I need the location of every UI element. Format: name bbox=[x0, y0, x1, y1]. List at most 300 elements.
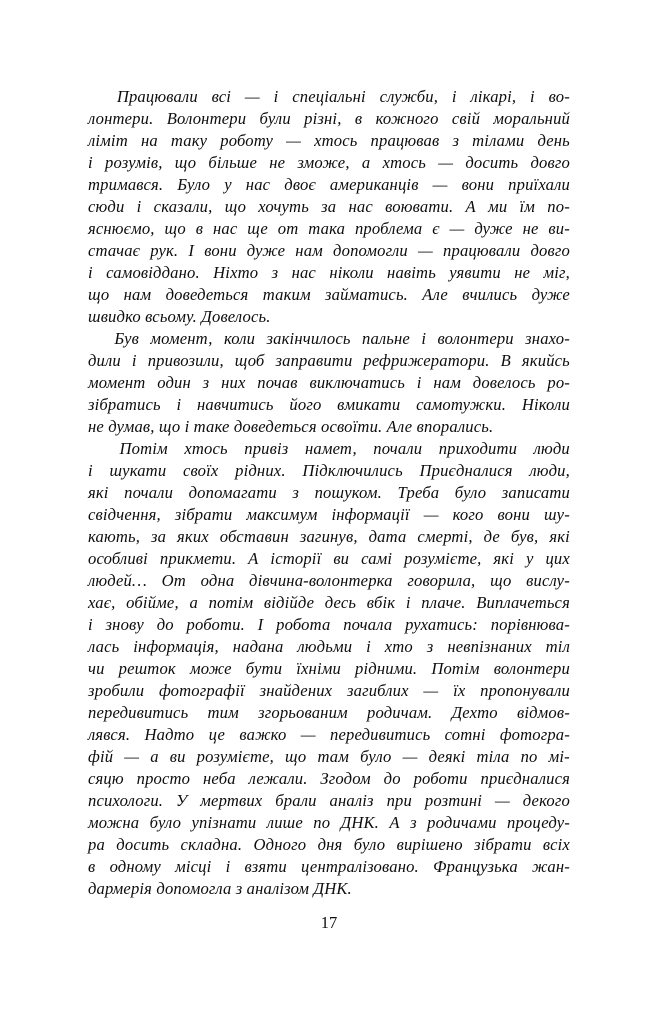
word: було bbox=[149, 813, 182, 832]
word: волонтери bbox=[493, 659, 570, 678]
word: Підключились bbox=[302, 461, 403, 480]
page-text-block bbox=[88, 86, 570, 900]
word: привіз bbox=[244, 439, 289, 458]
word: рідних. bbox=[235, 461, 286, 480]
word: цих bbox=[545, 549, 570, 568]
word: вони bbox=[461, 175, 495, 194]
text-line bbox=[88, 86, 570, 108]
word: роботи bbox=[413, 769, 468, 788]
word: пропонували bbox=[480, 681, 570, 700]
word: Працювали bbox=[116, 87, 198, 106]
word: А bbox=[248, 549, 259, 568]
word: різні, bbox=[304, 109, 342, 128]
word: зібрати bbox=[174, 505, 233, 524]
word: з bbox=[410, 813, 417, 832]
word: тілами bbox=[472, 131, 525, 150]
word: свій bbox=[451, 109, 481, 128]
word: нас bbox=[245, 175, 271, 194]
word: займатись. bbox=[325, 285, 408, 304]
word: стачає bbox=[88, 241, 141, 260]
word: досить bbox=[116, 835, 170, 854]
word: надана bbox=[232, 637, 284, 656]
word: по- bbox=[547, 197, 570, 216]
word: них bbox=[221, 373, 246, 392]
word: можна bbox=[88, 813, 140, 832]
word: в bbox=[88, 857, 96, 876]
word: своїх bbox=[182, 461, 219, 480]
word: Ніколи bbox=[521, 395, 570, 414]
word: мертвих bbox=[200, 791, 263, 810]
word: ДНК. bbox=[340, 813, 379, 832]
word: передивитись bbox=[330, 725, 431, 744]
word: по bbox=[520, 747, 538, 766]
word: нас bbox=[212, 219, 238, 238]
word: яких bbox=[177, 527, 209, 546]
word: Французька bbox=[433, 857, 518, 876]
word: приїхали bbox=[508, 175, 570, 194]
word: бути bbox=[245, 659, 283, 678]
word: ліміт bbox=[88, 131, 128, 150]
word: лась bbox=[88, 637, 120, 656]
word: і bbox=[416, 373, 422, 392]
word: американців bbox=[329, 175, 419, 194]
word: — bbox=[286, 131, 301, 150]
word: момент, bbox=[150, 329, 213, 348]
word: що bbox=[490, 571, 512, 590]
word: у bbox=[224, 175, 232, 194]
word: і bbox=[366, 637, 371, 656]
word: дівчина-волонтерка bbox=[249, 571, 393, 590]
word: декого bbox=[522, 791, 570, 810]
word: що bbox=[224, 197, 247, 216]
word: рухатись: bbox=[405, 615, 478, 634]
word: воювати. bbox=[385, 197, 454, 216]
word: людьми bbox=[297, 637, 353, 656]
word: А bbox=[465, 197, 476, 216]
word: виключатись bbox=[309, 373, 406, 392]
word: процеду- bbox=[507, 813, 570, 832]
word: нам bbox=[433, 373, 461, 392]
word: упізнати bbox=[191, 813, 257, 832]
word: всіх bbox=[542, 835, 570, 854]
word: нас bbox=[291, 263, 316, 282]
word: сказали, bbox=[153, 197, 213, 216]
word: дуже bbox=[531, 285, 570, 304]
word: лише bbox=[266, 813, 303, 832]
word: інформація, bbox=[133, 637, 219, 656]
word: які bbox=[493, 549, 514, 568]
word: — bbox=[423, 681, 439, 700]
word: лікарі, bbox=[470, 87, 517, 106]
word: смерті, bbox=[417, 527, 473, 546]
word: мі- bbox=[548, 747, 570, 766]
word: лежали. bbox=[248, 769, 308, 788]
word: а bbox=[150, 747, 159, 766]
word: ми bbox=[488, 197, 508, 216]
text-line bbox=[88, 746, 570, 768]
word: до bbox=[383, 769, 401, 788]
word: говорила, bbox=[407, 571, 476, 590]
word: працював bbox=[370, 131, 440, 150]
word: при bbox=[386, 791, 412, 810]
text-line bbox=[88, 108, 570, 130]
word: — bbox=[244, 87, 260, 106]
text-line bbox=[88, 350, 570, 372]
word: ви bbox=[333, 549, 350, 568]
text-line bbox=[88, 526, 570, 548]
word: невпізнаних bbox=[447, 637, 532, 656]
word: уявити bbox=[449, 263, 501, 282]
word: шу- bbox=[543, 505, 570, 524]
word: нам bbox=[295, 241, 323, 260]
word: до bbox=[156, 615, 174, 634]
word: — bbox=[423, 505, 439, 524]
word: Було bbox=[177, 175, 211, 194]
word: досить bbox=[465, 153, 519, 172]
word: одна bbox=[200, 571, 235, 590]
word: лявся. bbox=[88, 725, 131, 744]
word: фотогра- bbox=[499, 725, 570, 744]
word: приєдналися bbox=[480, 769, 570, 788]
word: кого bbox=[452, 505, 484, 524]
word: хає, bbox=[88, 593, 116, 612]
word: загиблих bbox=[346, 681, 409, 700]
word: брали bbox=[275, 791, 317, 810]
word: У bbox=[176, 791, 188, 810]
word: і bbox=[88, 153, 93, 172]
word: свідчення, bbox=[88, 505, 161, 524]
word: — bbox=[300, 725, 316, 744]
word: відмов- bbox=[516, 703, 570, 722]
word: максимум bbox=[246, 505, 318, 524]
word: Був bbox=[114, 329, 140, 348]
word: заправити bbox=[275, 351, 353, 370]
word: почали bbox=[124, 483, 174, 502]
word: з bbox=[271, 263, 279, 282]
word: сотні bbox=[444, 725, 486, 744]
word: нас bbox=[348, 197, 373, 216]
word: таку bbox=[170, 131, 208, 150]
word: яснюємо, bbox=[88, 219, 155, 238]
word: довелось bbox=[472, 373, 536, 392]
word: пошуком. bbox=[314, 483, 382, 502]
word: от bbox=[277, 219, 299, 238]
word: сюди bbox=[88, 197, 125, 216]
text-line bbox=[88, 152, 570, 174]
word: допомогли bbox=[333, 241, 408, 260]
word: В bbox=[500, 351, 511, 370]
text-line bbox=[88, 724, 570, 746]
word: тіла bbox=[476, 747, 510, 766]
word: решток bbox=[118, 659, 176, 678]
text-line bbox=[88, 504, 570, 526]
word: чи bbox=[88, 659, 105, 678]
word: записати bbox=[501, 483, 570, 502]
word: робота bbox=[276, 615, 331, 634]
word: тим bbox=[207, 703, 239, 722]
word: де bbox=[483, 527, 500, 546]
word: їхніми bbox=[296, 659, 341, 678]
text-line: дармерія допомогла з аналізом ДНК. bbox=[88, 879, 352, 898]
word: з bbox=[452, 131, 460, 150]
word: ніколи bbox=[329, 263, 374, 282]
text-line bbox=[88, 570, 570, 592]
text-line: швидко всьому. Довелось. bbox=[88, 307, 271, 326]
word: там bbox=[317, 747, 350, 766]
text-line bbox=[88, 394, 570, 416]
word: розтині bbox=[424, 791, 483, 810]
word: вирішено bbox=[396, 835, 463, 854]
word: Виплачеться bbox=[476, 593, 570, 612]
word: що bbox=[285, 747, 307, 766]
word: всі bbox=[211, 87, 232, 106]
word: щоб bbox=[234, 351, 265, 370]
word: приходити bbox=[438, 439, 518, 458]
word: їм bbox=[519, 197, 536, 216]
word: за bbox=[150, 527, 167, 546]
word: відійде bbox=[263, 593, 315, 612]
word: Потім bbox=[119, 439, 168, 458]
text-line bbox=[88, 636, 570, 658]
word: Ніхто bbox=[213, 263, 259, 282]
word: обійме, bbox=[126, 593, 179, 612]
word: в bbox=[354, 109, 363, 128]
word: передивитись bbox=[88, 703, 189, 722]
word: кожного bbox=[375, 109, 439, 128]
word: не bbox=[514, 263, 531, 282]
word: родичам. bbox=[367, 703, 433, 722]
word: — bbox=[449, 219, 465, 238]
word: Дехто bbox=[451, 703, 498, 722]
word: почали bbox=[373, 439, 423, 458]
word: були bbox=[259, 109, 291, 128]
word: привозили, bbox=[147, 351, 224, 370]
word: особливі bbox=[88, 549, 148, 568]
word: важко bbox=[239, 725, 287, 744]
word: є bbox=[432, 219, 440, 238]
text-line bbox=[88, 482, 570, 504]
word: намет, bbox=[304, 439, 357, 458]
word: тримався. bbox=[88, 175, 164, 194]
word: психологи. bbox=[88, 791, 164, 810]
word: почав bbox=[257, 373, 298, 392]
word: не bbox=[522, 219, 539, 238]
word: така bbox=[308, 219, 346, 238]
word: волонтери bbox=[437, 329, 514, 348]
word: От bbox=[161, 571, 186, 590]
word: Згодом bbox=[320, 769, 371, 788]
text-line bbox=[88, 372, 570, 394]
word: а bbox=[361, 153, 371, 172]
word: їх bbox=[453, 681, 466, 700]
word: зможе, bbox=[297, 153, 350, 172]
word: хто bbox=[384, 637, 413, 656]
paragraph-indent bbox=[88, 438, 103, 460]
word: і bbox=[131, 351, 137, 370]
word: Одного bbox=[253, 835, 307, 854]
word: що bbox=[164, 219, 186, 238]
word: з bbox=[202, 373, 210, 392]
word: обставин bbox=[219, 527, 289, 546]
paragraph bbox=[88, 86, 570, 328]
word: людей… bbox=[88, 571, 147, 590]
word: знахо- bbox=[525, 329, 570, 348]
word: які bbox=[88, 483, 109, 502]
word: самовіддано. bbox=[106, 263, 200, 282]
word: — bbox=[438, 153, 454, 172]
word: ро- bbox=[547, 373, 570, 392]
word: самі bbox=[361, 549, 393, 568]
word: одному bbox=[109, 857, 161, 876]
text-line bbox=[88, 438, 570, 460]
text-line bbox=[88, 284, 570, 306]
word: які bbox=[549, 527, 570, 546]
text-line bbox=[88, 812, 570, 834]
word: а bbox=[189, 593, 198, 612]
word: аналіз bbox=[329, 791, 374, 810]
word: пальне bbox=[361, 329, 410, 348]
text-line bbox=[88, 680, 570, 702]
word: з bbox=[292, 483, 300, 502]
word: момент bbox=[88, 373, 146, 392]
word: що bbox=[88, 285, 110, 304]
word: хочуть bbox=[258, 197, 309, 216]
word: тіл bbox=[545, 637, 570, 656]
word: знайдених bbox=[259, 681, 333, 700]
word: плаче. bbox=[421, 593, 466, 612]
word: розумієте, bbox=[196, 747, 274, 766]
word: це bbox=[208, 725, 226, 744]
text-line bbox=[88, 262, 570, 284]
word: і bbox=[273, 87, 279, 106]
paragraph-indent bbox=[88, 86, 103, 108]
word: роботу bbox=[220, 131, 273, 150]
word: неба bbox=[203, 769, 236, 788]
word: централізовано. bbox=[301, 857, 419, 876]
word: зібратись bbox=[88, 395, 161, 414]
word: інформації bbox=[331, 505, 410, 524]
word: якийсь bbox=[521, 351, 570, 370]
word: вони bbox=[497, 505, 530, 524]
word: лонтери. bbox=[88, 109, 154, 128]
word: хтось bbox=[314, 131, 358, 150]
paragraph bbox=[88, 438, 570, 900]
word: самотужки. bbox=[416, 395, 507, 414]
paragraph bbox=[88, 328, 570, 438]
word: дили bbox=[88, 351, 121, 370]
text-line bbox=[88, 768, 570, 790]
word: люди bbox=[533, 439, 570, 458]
word: Потім bbox=[431, 659, 480, 678]
word: деякі bbox=[428, 747, 466, 766]
word: ще bbox=[247, 219, 268, 238]
word: у bbox=[525, 549, 534, 568]
word: — bbox=[432, 175, 448, 194]
word: вбік bbox=[366, 593, 396, 612]
word: розумієте, bbox=[404, 549, 482, 568]
word: дня bbox=[317, 835, 343, 854]
word: і bbox=[88, 461, 93, 480]
word: хтось bbox=[382, 153, 426, 172]
word: — bbox=[124, 747, 140, 766]
word: І bbox=[257, 615, 264, 634]
word: почала bbox=[343, 615, 393, 634]
word: закінчилось bbox=[266, 329, 351, 348]
word: і bbox=[451, 87, 457, 106]
word: роботи. bbox=[186, 615, 245, 634]
word: Треба bbox=[397, 483, 440, 502]
word: розумів, bbox=[105, 153, 163, 172]
word: рефрижератори. bbox=[363, 351, 490, 370]
word: не bbox=[269, 153, 286, 172]
word: був, bbox=[510, 527, 539, 546]
word: спеціальні bbox=[292, 87, 366, 106]
word: і bbox=[88, 263, 93, 282]
text-line bbox=[88, 196, 570, 218]
word: історії bbox=[270, 549, 322, 568]
text-line bbox=[88, 834, 570, 856]
word: Волонтери bbox=[166, 109, 247, 128]
word: ви- bbox=[548, 219, 570, 238]
text-line bbox=[88, 856, 570, 878]
text-line bbox=[88, 592, 570, 614]
word: дата bbox=[368, 527, 407, 546]
word: загинув, bbox=[299, 527, 358, 546]
text-line bbox=[88, 702, 570, 724]
word: взяти bbox=[244, 857, 287, 876]
word: і bbox=[136, 197, 142, 216]
word: Приєдналися bbox=[419, 461, 513, 480]
word: проблема bbox=[354, 219, 423, 238]
word: навчитись bbox=[197, 395, 274, 414]
word: нам bbox=[123, 285, 152, 304]
word: — bbox=[494, 791, 510, 810]
word: ра bbox=[88, 835, 105, 854]
word: порівнюва- bbox=[490, 615, 570, 634]
word: довго bbox=[530, 241, 570, 260]
word: складна. bbox=[180, 835, 243, 854]
word: вмикати bbox=[337, 395, 401, 414]
word: служби, bbox=[379, 87, 439, 106]
word: А bbox=[389, 813, 400, 832]
word: рук. bbox=[150, 241, 179, 260]
word: Надто bbox=[144, 725, 195, 744]
word: може bbox=[189, 659, 232, 678]
word: дуже bbox=[474, 219, 513, 238]
word: зібрати bbox=[474, 835, 532, 854]
word: більше bbox=[208, 153, 258, 172]
word: ви bbox=[169, 747, 186, 766]
word: і bbox=[421, 329, 427, 348]
word: доведеться bbox=[165, 285, 249, 304]
word: сяцю bbox=[88, 769, 124, 788]
word: навіть bbox=[387, 263, 436, 282]
word: зробили bbox=[88, 681, 145, 700]
word: потім bbox=[208, 593, 254, 612]
text-line bbox=[88, 460, 570, 482]
word: згорьованим bbox=[258, 703, 348, 722]
text-line bbox=[88, 174, 570, 196]
word: прикмети. bbox=[159, 549, 237, 568]
word: двоє bbox=[284, 175, 316, 194]
text-line bbox=[88, 218, 570, 240]
word: на bbox=[140, 131, 158, 150]
word: з bbox=[426, 637, 434, 656]
text-line: не думав, що і таке доведеться освоїти. Але впорались. bbox=[88, 417, 494, 436]
word: хтось bbox=[184, 439, 228, 458]
word: і bbox=[176, 395, 182, 414]
word: і bbox=[88, 615, 93, 634]
